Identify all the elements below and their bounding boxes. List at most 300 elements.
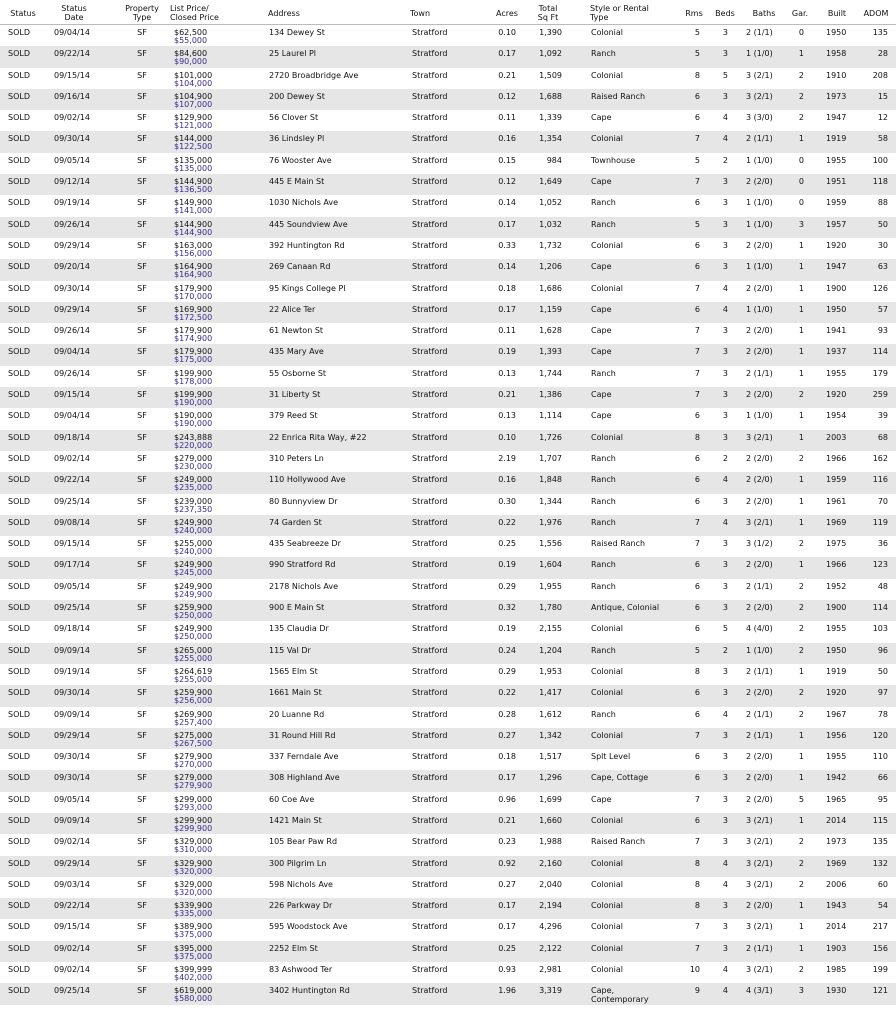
cell-list-price: $389,900 [174,922,213,932]
cell-closed-price: $249,900 [174,589,213,599]
cell-rooms: 5 [694,219,700,229]
cell-adom: 123 [872,560,888,570]
cell-baths: 3 (2/1) [746,837,773,847]
cell-status: SOLD [8,837,30,847]
cell-address: 337 Ferndale Ave [269,752,339,762]
cell-rooms: 6 [694,304,700,314]
cell-town: Stratford [412,326,448,336]
cell-baths: 2 (1/1) [746,730,773,740]
cell-sqft: 1,707 [539,453,562,463]
cell-beds: 3 [722,219,728,229]
cell-town: Stratford [412,262,448,272]
cell-adom: 132 [872,858,888,868]
cell-beds: 3 [722,688,728,698]
cell-list-price: $339,900 [174,901,213,911]
cell-style: Colonial [591,666,624,676]
cell-address: 25 Laurel Pl [269,49,316,59]
cell-list-price: $164,900 [174,262,213,272]
cell-property-type: SF [137,177,147,187]
cell-sqft: 1,390 [539,28,562,37]
cell-address: 2252 Elm St [269,943,318,953]
cell-status-date: 09/17/14 [54,560,90,570]
cell-adom: 78 [877,709,888,719]
cell-adom: 66 [877,773,888,783]
cell-adom: 96 [877,645,888,655]
cell-town: Stratford [412,134,448,144]
cell-built: 1959 [826,475,847,485]
cell-adom: 28 [877,49,888,59]
cell-style: Raised Ranch [591,837,646,847]
cell-acres: 0.19 [498,347,516,357]
cell-sqft: 1,354 [539,134,562,144]
cell-town: Stratford [412,752,448,762]
cell-status-date: 09/04/14 [54,347,90,357]
header-price: List Price/ Closed Price [170,4,219,22]
cell-baths: 1 (1/0) [746,411,773,421]
cell-status: SOLD [8,475,30,485]
cell-sqft: 1,628 [539,326,562,336]
cell-baths: 2 (1/1) [746,368,773,378]
cell-town: Stratford [412,815,448,825]
cell-adom: 179 [872,368,888,378]
cell-garage: 5 [798,794,804,804]
cell-built: 1955 [826,368,847,378]
cell-rooms: 7 [694,517,700,527]
cell-style: Antique, Colonial [591,603,660,613]
cell-beds: 5 [722,70,728,80]
cell-property-type: SF [137,581,147,591]
cell-baths: 2 (2/0) [746,475,773,485]
cell-beds: 3 [722,240,728,250]
cell-beds: 3 [722,730,728,740]
cell-built: 1973 [826,91,847,101]
cell-acres: 0.23 [498,837,516,847]
cell-baths: 2 (2/0) [746,326,773,336]
header-baths: Baths [752,9,776,18]
cell-closed-price: $375,000 [174,930,213,940]
cell-baths: 1 (1/0) [746,219,773,229]
cell-closed-price: $279,900 [174,781,213,791]
cell-rooms: 6 [694,624,700,634]
cell-style: Colonial [591,815,624,825]
cell-property-type: SF [137,752,147,762]
cell-sqft: 1,393 [539,347,562,357]
cell-acres: 0.13 [498,411,516,421]
cell-list-price: $279,000 [174,773,213,783]
cell-status: SOLD [8,730,30,740]
cell-sqft: 1,052 [539,198,562,208]
cell-adom: 93 [877,326,888,336]
cell-town: Stratford [412,177,448,187]
cell-address: 55 Osborne St [269,368,327,378]
cell-status: SOLD [8,645,30,655]
cell-rooms: 7 [694,134,700,144]
table-row [0,89,896,110]
cell-address: 31 Round Hill Rd [269,730,336,740]
cell-style: Ranch [591,198,616,208]
cell-garage: 1 [798,901,804,911]
cell-property-type: SF [137,304,147,314]
cell-address: 2720 Broadbridge Ave [269,70,359,80]
cell-rooms: 6 [694,496,700,506]
cell-acres: 0.28 [498,709,516,719]
cell-garage: 1 [798,560,804,570]
cell-style: Colonial [591,134,624,144]
cell-garage: 2 [798,879,804,889]
cell-list-price: $329,000 [174,837,213,847]
cell-status-date: 09/15/14 [54,390,90,400]
cell-town: Stratford [412,304,448,314]
cell-sqft: 1,417 [539,688,562,698]
cell-built: 1920 [826,390,847,400]
cell-style: Ranch [591,709,616,719]
header-sqft: Total Sq Ft [537,4,559,22]
cell-acres: 0.29 [498,581,516,591]
cell-sqft: 1,604 [539,560,562,570]
cell-built: 1919 [826,134,847,144]
cell-status-date: 09/19/14 [54,666,90,676]
cell-style: Ranch [591,560,616,570]
cell-beds: 3 [722,198,728,208]
cell-beds: 3 [722,539,728,549]
cell-sqft: 1,660 [539,815,562,825]
cell-property-type: SF [137,70,147,80]
cell-acres: 0.18 [498,283,516,293]
cell-built: 1900 [826,603,847,613]
cell-closed-price: $299,900 [174,823,213,833]
cell-style: Cape [591,177,612,187]
cell-built: 1959 [826,198,847,208]
cell-status-date: 09/15/14 [54,539,90,549]
cell-garage: 1 [798,666,804,676]
cell-adom: 103 [872,624,888,634]
table-row [0,25,896,46]
table-row [0,813,896,834]
cell-rooms: 6 [694,581,700,591]
cell-built: 1966 [826,560,847,570]
cell-status: SOLD [8,134,30,144]
cell-property-type: SF [137,922,147,932]
cell-list-price: $249,900 [174,581,213,591]
table-row [0,323,896,344]
cell-status: SOLD [8,922,30,932]
cell-style: Cape [591,326,612,336]
cell-town: Stratford [412,155,448,165]
cell-beds: 3 [722,390,728,400]
cell-garage: 1 [798,943,804,953]
cell-beds: 3 [722,901,728,911]
cell-closed-price: $107,000 [174,99,213,109]
cell-closed-price: $144,900 [174,227,213,237]
cell-status-date: 09/19/14 [54,198,90,208]
cell-rooms: 7 [694,794,700,804]
cell-rooms: 7 [694,837,700,847]
cell-adom: 54 [877,901,888,911]
cell-adom: 199 [872,965,888,975]
cell-list-price: $279,000 [174,453,213,463]
cell-style: Ranch [591,581,616,591]
header-beds: Beds [715,9,735,18]
cell-rooms: 10 [689,965,700,975]
cell-style: Cape [591,411,612,421]
cell-built: 1957 [826,219,847,229]
cell-status: SOLD [8,49,30,59]
cell-status-date: 09/30/14 [54,752,90,762]
cell-beds: 3 [722,368,728,378]
cell-sqft: 1,296 [539,773,562,783]
cell-status: SOLD [8,368,30,378]
cell-style: Ranch [591,49,616,59]
cell-status-date: 09/18/14 [54,432,90,442]
cell-rooms: 6 [694,411,700,421]
cell-list-price: $265,000 [174,645,213,655]
cell-beds: 4 [722,283,728,293]
header-rms: Rms [685,9,703,18]
table-row [0,68,896,89]
cell-sqft: 4,296 [539,922,562,932]
cell-property-type: SF [137,901,147,911]
cell-built: 1941 [826,326,847,336]
cell-adom: 15 [877,91,888,101]
cell-beds: 4 [722,858,728,868]
cell-built: 1919 [826,666,847,676]
cell-status-date: 09/09/14 [54,645,90,655]
cell-acres: 0.17 [498,304,516,314]
cell-beds: 2 [722,645,728,655]
cell-closed-price: $170,000 [174,291,213,301]
cell-status-date: 09/22/14 [54,49,90,59]
cell-beds: 3 [722,752,728,762]
cell-status-date: 09/22/14 [54,475,90,485]
cell-baths: 2 (1/1) [746,581,773,591]
table-row [0,919,896,940]
cell-baths: 2 (1/1) [746,28,773,37]
cell-rooms: 7 [694,347,700,357]
cell-list-price: $329,900 [174,858,213,868]
cell-acres: 0.12 [498,177,516,187]
cell-baths: 3 (2/1) [746,879,773,889]
cell-garage: 0 [798,177,804,187]
cell-property-type: SF [137,879,147,889]
cell-list-price: $135,000 [174,155,213,165]
cell-sqft: 2,122 [539,943,562,953]
cell-property-type: SF [137,283,147,293]
cell-beds: 3 [722,943,728,953]
cell-acres: 0.17 [498,922,516,932]
cell-garage: 0 [798,28,804,37]
table-row [0,387,896,408]
cell-status: SOLD [8,943,30,953]
cell-property-type: SF [137,666,147,676]
cell-address: 1565 Elm St [269,666,318,676]
cell-built: 1903 [826,943,847,953]
cell-style: Cape [591,347,612,357]
cell-property-type: SF [137,368,147,378]
cell-beds: 2 [722,155,728,165]
cell-rooms: 6 [694,113,700,123]
cell-sqft: 1,517 [539,752,562,762]
cell-garage: 2 [798,91,804,101]
cell-built: 1954 [826,411,847,421]
cell-garage: 1 [798,411,804,421]
cell-list-price: $129,900 [174,113,213,123]
cell-garage: 1 [798,49,804,59]
cell-status: SOLD [8,539,30,549]
cell-closed-price: $220,000 [174,440,213,450]
cell-address: 22 Alice Ter [269,304,316,314]
cell-acres: 0.21 [498,70,516,80]
cell-garage: 2 [798,70,804,80]
cell-status-date: 09/05/14 [54,794,90,804]
cell-list-price: $299,000 [174,794,213,804]
cell-list-price: $239,000 [174,496,213,506]
cell-town: Stratford [412,496,448,506]
cell-list-price: $259,900 [174,688,213,698]
cell-closed-price: $257,400 [174,717,213,727]
cell-status-date: 09/30/14 [54,688,90,698]
cell-adom: 135 [872,837,888,847]
cell-acres: 0.30 [498,496,516,506]
table-row [0,898,896,919]
cell-closed-price: $136,500 [174,185,213,195]
cell-closed-price: $335,000 [174,909,213,919]
cell-status: SOLD [8,752,30,762]
cell-status: SOLD [8,666,30,676]
cell-sqft: 1,780 [539,603,562,613]
cell-property-type: SF [137,475,147,485]
cell-style: Ranch [591,645,616,655]
table-row [0,579,896,600]
cell-built: 1910 [826,70,847,80]
cell-style: Cape [591,262,612,272]
cell-list-price: $144,900 [174,177,213,187]
cell-closed-price: $320,000 [174,887,213,897]
cell-closed-price: $245,000 [174,568,213,578]
cell-town: Stratford [412,709,448,719]
cell-baths: 2 (2/0) [746,688,773,698]
cell-beds: 2 [722,453,728,463]
cell-style: Colonial [591,432,624,442]
cell-property-type: SF [137,219,147,229]
cell-town: Stratford [412,560,448,570]
cell-sqft: 1,204 [539,645,562,655]
cell-adom: 259 [872,390,888,400]
cell-garage: 1 [798,730,804,740]
cell-garage: 2 [798,113,804,123]
cell-town: Stratford [412,837,448,847]
cell-town: Stratford [412,666,448,676]
cell-town: Stratford [412,943,448,953]
cell-sqft: 3,319 [539,986,562,996]
cell-garage: 2 [798,603,804,613]
cell-beds: 3 [722,177,728,187]
cell-status: SOLD [8,326,30,336]
cell-garage: 2 [798,581,804,591]
cell-sqft: 1,032 [539,219,562,229]
cell-style: Ranch [591,219,616,229]
cell-list-price: $84,600 [174,49,208,59]
cell-address: 105 Bear Paw Rd [269,837,338,847]
table-row [0,536,896,557]
cell-garage: 1 [798,922,804,932]
cell-adom: 116 [872,475,888,485]
cell-list-price: $144,000 [174,134,213,144]
cell-rooms: 7 [694,943,700,953]
cell-baths: 3 (2/1) [746,815,773,825]
cell-acres: 0.21 [498,390,516,400]
cell-sqft: 1,649 [539,177,562,187]
cell-rooms: 5 [694,645,700,655]
cell-status: SOLD [8,240,30,250]
cell-status-date: 09/02/14 [54,965,90,975]
cell-sqft: 1,976 [539,517,562,527]
cell-acres: 0.29 [498,666,516,676]
cell-town: Stratford [412,240,448,250]
cell-status: SOLD [8,432,30,442]
cell-garage: 2 [798,688,804,698]
table-row [0,643,896,664]
cell-adom: 121 [872,986,888,996]
cell-rooms: 9 [694,986,700,996]
cell-adom: 57 [877,304,888,314]
cell-beds: 3 [722,432,728,442]
cell-status: SOLD [8,304,30,314]
cell-address: 200 Dewey St [269,91,325,101]
cell-built: 1942 [826,773,847,783]
cell-built: 1966 [826,453,847,463]
cell-rooms: 6 [694,773,700,783]
cell-property-type: SF [137,815,147,825]
cell-beds: 4 [722,965,728,975]
cell-address: 445 Soundview Ave [269,219,348,229]
cell-acres: 0.10 [498,432,516,442]
cell-acres: 0.21 [498,815,516,825]
cell-sqft: 1,509 [539,70,562,80]
cell-beds: 3 [722,91,728,101]
cell-style: Colonial [591,688,624,698]
cell-rooms: 8 [694,432,700,442]
cell-property-type: SF [137,986,147,996]
cell-style: Ranch [591,453,616,463]
cell-acres: 0.14 [498,198,516,208]
table-row [0,792,896,813]
cell-beds: 4 [722,304,728,314]
cell-rooms: 6 [694,688,700,698]
cell-acres: 0.25 [498,943,516,953]
cell-address: 990 Stratford Rd [269,560,336,570]
cell-property-type: SF [137,453,147,463]
cell-status-date: 09/22/14 [54,901,90,911]
cell-address: 115 Val Dr [269,645,311,655]
cell-status: SOLD [8,390,30,400]
cell-list-price: $199,900 [174,368,213,378]
cell-rooms: 6 [694,709,700,719]
cell-garage: 1 [798,517,804,527]
cell-rooms: 6 [694,262,700,272]
header-status: Status [10,9,36,18]
cell-baths: 2 (2/0) [746,773,773,783]
cell-status-date: 09/29/14 [54,304,90,314]
table-header [0,4,896,25]
cell-garage: 1 [798,752,804,762]
cell-closed-price: $175,000 [174,355,213,365]
cell-address: 435 Mary Ave [269,347,324,357]
table-row [0,877,896,898]
cell-status-date: 09/29/14 [54,730,90,740]
cell-built: 2014 [826,922,847,932]
cell-acres: 0.27 [498,730,516,740]
cell-sqft: 1,114 [539,411,562,421]
